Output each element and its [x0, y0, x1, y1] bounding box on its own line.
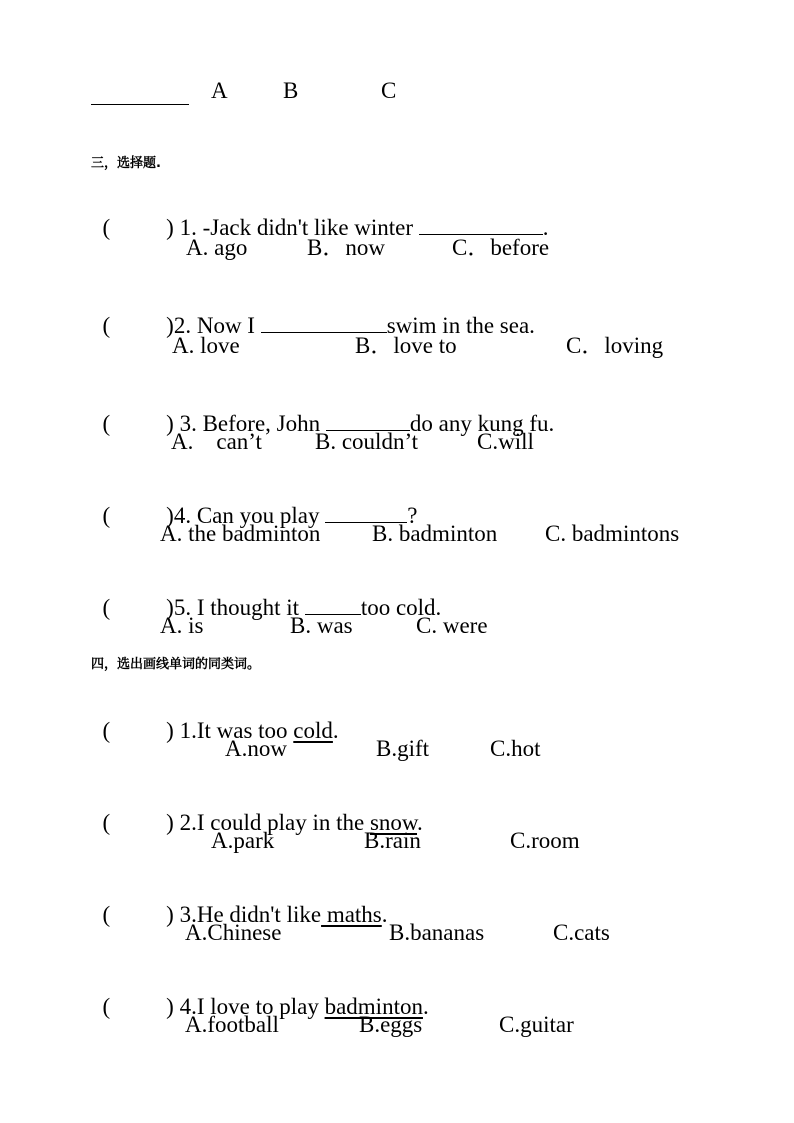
s3-q3-open-paren: (	[102, 411, 111, 436]
s3-q3-option-c: C.will	[477, 429, 534, 454]
s3-q4-end: ?	[407, 503, 418, 528]
s4-q1-text: ) 1.It was too	[166, 718, 294, 743]
s3-q1-end: .	[542, 215, 549, 240]
s4-q2-open-paren: (	[102, 810, 111, 835]
s4-q1-option-c: C.hot	[490, 736, 541, 761]
s4-q1-end: .	[332, 718, 339, 743]
top-option-a: A	[211, 78, 228, 103]
top-answer-blank	[91, 84, 189, 105]
s3-q5-open-paren: (	[102, 595, 111, 620]
top-option-c: C	[381, 78, 397, 103]
s4-q1-stem	[91, 689, 339, 745]
s3-q4-option-c: C. badmintons	[545, 521, 680, 546]
s3-q1-option-b: B．now	[307, 235, 385, 260]
s4-q2-end: .	[417, 810, 423, 835]
s4-q2-option-a: A.park	[211, 828, 275, 853]
s3-q2-blank[interactable]	[261, 312, 387, 333]
s4-q4-text: ) 4.I love to play	[166, 994, 325, 1019]
s4-q3-option-b: B.bananas	[389, 920, 485, 945]
s3-q2-option-c: C．loving	[566, 333, 664, 358]
s3-q3-end: do any kung fu.	[409, 411, 555, 436]
s3-q2-option-b: B．love to	[355, 333, 457, 358]
s4-q2-underlined-word: snow	[369, 810, 418, 835]
s4-q2-option-c: C.room	[510, 828, 580, 853]
s3-q4-text: )4. Can you play	[166, 503, 326, 528]
s4-q1-option-a: A.now	[225, 736, 287, 761]
s4-q1-underlined-word: cold	[293, 718, 333, 743]
s4-q3-option-c: C.cats	[553, 920, 610, 945]
s3-q3-option-b: B. couldn’t	[315, 429, 419, 454]
s4-q4-underlined-word: badminton	[324, 994, 423, 1019]
s3-q1-blank[interactable]	[419, 214, 543, 235]
s3-q1-option-c: C．before	[452, 235, 550, 260]
s3-q5-option-a: A. is	[160, 613, 204, 638]
s3-q5-stem	[91, 566, 441, 622]
s4-q3-text: ) 3.He didn't like	[166, 902, 322, 927]
s3-q5-option-b: B. was	[290, 613, 353, 638]
s4-q4-option-a: A.football	[185, 1012, 279, 1037]
section4-title: 四，选出画线单词的同类词。	[91, 657, 261, 672]
s3-q5-text: )5. I thought it	[166, 595, 305, 620]
s4-q1-open-paren: (	[102, 718, 111, 743]
s3-q5-option-c: C. were	[416, 613, 488, 638]
s3-q3-text: ) 3. Before, John	[166, 411, 326, 436]
s3-q4-open-paren: (	[102, 503, 111, 528]
s3-q4-option-a: A. the badminton	[160, 521, 321, 546]
s4-q2-option-b: B.rain	[364, 828, 421, 853]
s4-q4-end: .	[422, 994, 429, 1019]
s4-q2-text: ) 2.I could play in the	[166, 810, 370, 835]
s3-q4-option-b: B. badminton	[372, 521, 498, 546]
s3-q2-option-a: A. love	[172, 333, 240, 358]
s3-q2-text: )2. Now I	[166, 313, 261, 338]
s4-q3-open-paren: (	[102, 902, 111, 927]
s3-q2-end: swim in the sea.	[386, 313, 535, 338]
s4-q4-option-b: B.eggs	[359, 1012, 423, 1037]
s4-q4-option-c: C.guitar	[499, 1012, 574, 1037]
s4-q4-open-paren: (	[102, 994, 111, 1019]
s3-q1-option-a: A. ago	[186, 235, 248, 260]
section3-title: 三，选择题.	[91, 156, 161, 171]
s4-q3-underlined-word: maths	[321, 902, 382, 927]
s3-q1-text: ) 1. -Jack didn't like winter	[166, 215, 419, 240]
s3-q2-stem	[91, 284, 535, 340]
s4-q3-end: .	[381, 902, 388, 927]
top-option-b: B	[283, 78, 299, 103]
s4-q1-option-b: B.gift	[376, 736, 430, 761]
s3-q3-option-a: A. can’t	[171, 429, 262, 454]
s3-q5-end: too cold.	[360, 595, 442, 620]
s4-q3-option-a: A.Chinese	[185, 920, 282, 945]
s3-q2-open-paren: (	[102, 313, 111, 338]
s3-q1-open-paren: (	[102, 215, 111, 240]
